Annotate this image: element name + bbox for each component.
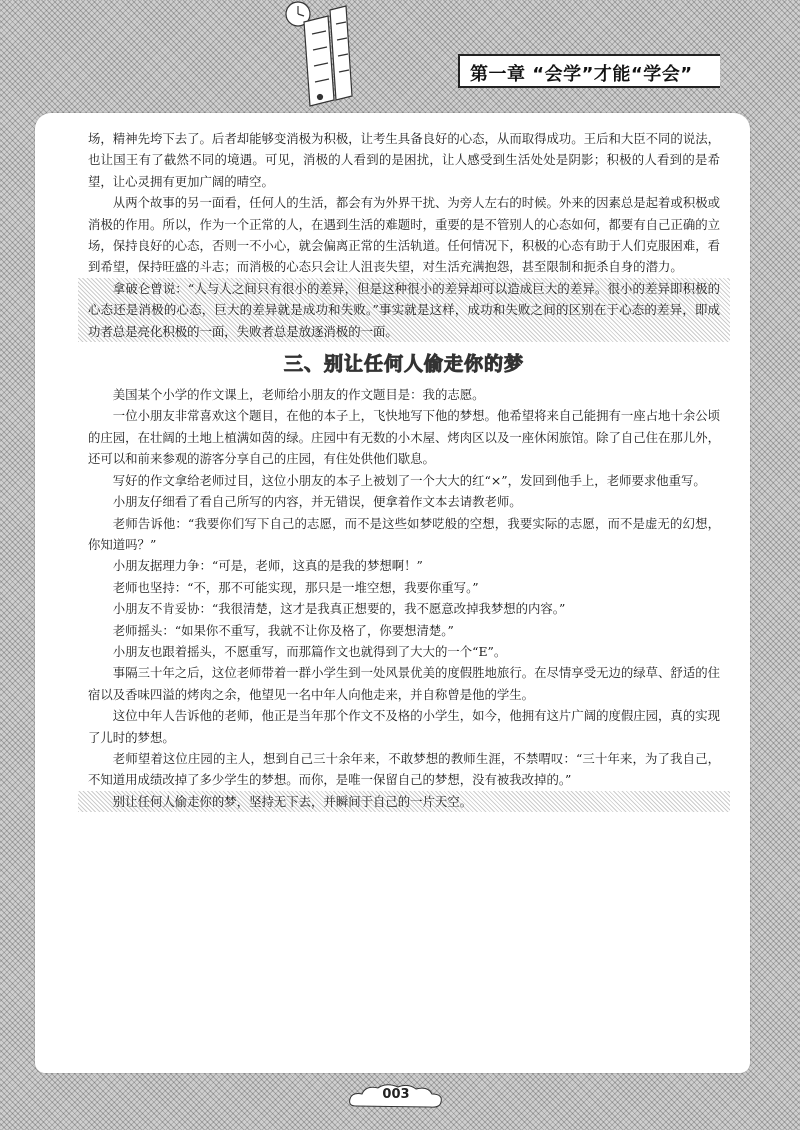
page-number: 003	[382, 1087, 410, 1102]
paragraph: 场，精神先垮下去了。后者却能够变消极为积极，让考生具备良好的心态，从而取得成功。王后和大臣不同的说法，也让国王有了截然不同的境遇。可见，消极的人看到的是困扰，让人感受到生活处处是阴影；积极的人看到的是希望，让心灵拥有更加广阔的晴空。	[88, 131, 720, 189]
highlighted-paragraph: 拿破仑曾说：“人与人之间只有很小的差异，但是这种很小的差异却可以造成巨大的差异。很小的差异即积极的心态还是消极的心态，巨大的差异就是成功和失败。”事实就是这样，成功和失败之间的区别在于心态的差异，即成功者总是亮化积极的一面，失败者总是放逐消极的一面。	[78, 278, 730, 342]
paragraph: 小朋友不肯妥协：“我很清楚，这才是我真正想要的，我不愿意改掉我梦想的内容。”	[112, 601, 566, 617]
paragraph: 这位中年人告诉他的老师，他正是当年那个作文不及格的小学生，如今，他拥有这片广阔的度假庄园，真的实现了儿时的梦想。	[88, 708, 720, 745]
paragraph: 从两个故事的另一面看，任何人的生活，都会有为外界干扰、为旁人左右的时候。外来的因素总是起着或积极或消极的作用。所以，作为一个正常的人，在遇到生活的难题时，重要的是不管别人的心态如何，都要有自己正确的立场，保持良好的心态，否则一不小心，就会偏离正常的生活轨道。任何情况下，积极的心态有助于人们克服困难，看到希望，保持旺盛的斗志；而消极的心态只会让人沮丧失望，对生活充满抱怨，甚至限制和扼杀自身的潜力。	[88, 195, 720, 275]
paragraph: 小朋友据理力争：“可是，老师，这真的是我的梦想啊！”	[112, 558, 423, 574]
paragraph: 老师告诉他：“我要你们写下自己的志愿，而不是这些如梦呓般的空想，我要实际的志愿，而不是虚无的幻想，你知道吗？”	[88, 515, 720, 552]
body-text	[88, 128, 720, 812]
paragraph: 美国某个小学的作文课上，老师给小朋友的作文题目是：我的志愿。	[112, 387, 485, 403]
paragraph: 写好的作文拿给老师过目，这位小朋友的本子上被划了一个大大的红“×”，发回到他手上，老师要求他重写。	[112, 472, 706, 488]
paragraph: 老师也坚持：“不，那不可能实现，那只是一堆空想，我要你重写。”	[112, 579, 479, 595]
highlighted-paragraph: 别让任何人偷走你的梦，坚持无下去，并瞬间于自己的一片天空。	[78, 791, 730, 812]
paragraph: 一位小朋友非常喜欢这个题目，在他的本子上，飞快地写下他的梦想。他希望将来自己能拥有一座占地十余公顷的庄园，在壮阔的土地上植满如茵的绿。庄园中有无数的小木屋、烤肉区以及一座休闲旅馆。除了自己住在那儿外，还可以和前来参观的游客分享自己的庄园，有住处供他们歇息。	[88, 408, 720, 467]
page-number-cloud	[346, 1082, 446, 1112]
clock-and-building-illustration	[282, 0, 364, 112]
paragraph: 老师望着这位庄园的主人，想到自己三十余年来，不敢梦想的教师生涯，不禁喟叹：“三十年来，为了我自己，不知道用成绩改掉了多少学生的梦想。而你，是唯一保留自己的梦想，没有被我改掉的。”	[88, 750, 720, 788]
paragraph: 事隔三十年之后，这位老师带着一群小学生到一处风景优美的度假胜地旅行。在尽情享受无边的绿草、舒适的住宿以及香味四溢的烤肉之余，他望见一名中年人向他走来，并自称曾是他的学生。	[88, 665, 720, 702]
paragraph: 老师摇头：“如果你不重写，我就不让你及格了，你要想清楚。”	[112, 622, 454, 638]
chapter-title: 第一章 “会学”才能“学会”	[470, 64, 693, 85]
paragraph: 小朋友也跟着摇头，不愿重写，而那篇作文也就得到了大大的一个“E”。	[112, 643, 507, 659]
paragraph: 小朋友仔细看了看自己所写的内容，并无错误，便拿着作文本去请教老师。	[112, 494, 522, 510]
section-title: 三、别让任何人偷走你的梦	[283, 353, 524, 376]
